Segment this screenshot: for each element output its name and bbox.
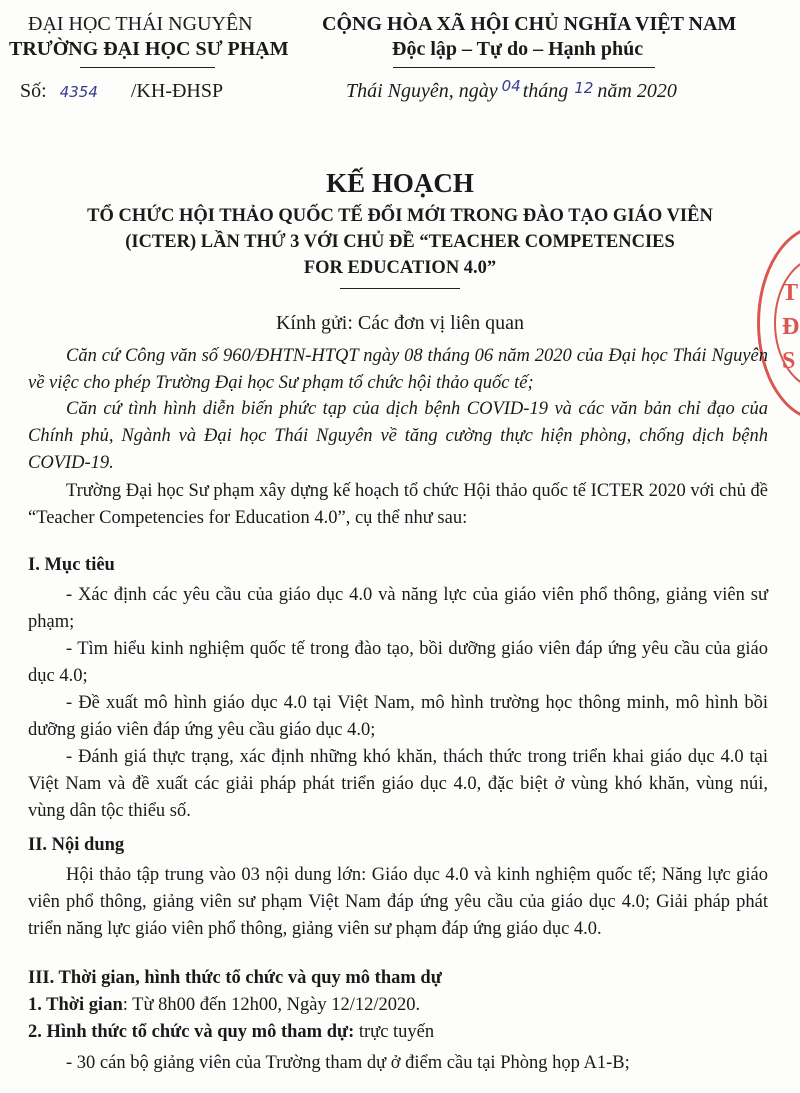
section-1-heading: I. Mục tiêu <box>28 555 115 575</box>
org-name: TRƯỜNG ĐẠI HỌC SƯ PHẠM <box>9 38 289 60</box>
motto-underline <box>393 67 655 68</box>
date-year: năm 2020 <box>597 80 677 102</box>
form-label: 2. Hình thức tổ chức và quy mô tham dự: <box>28 1022 355 1042</box>
org-parent: ĐẠI HỌC THÁI NGUYÊN <box>28 13 253 35</box>
recipient: Kính gửi: Các đơn vị liên quan <box>275 312 525 334</box>
country-name: CỘNG HÒA XÃ HỘI CHỦ NGHĨA VIỆT NAM <box>322 13 737 35</box>
basis-paragraph-1: Căn cứ Công văn số 960/ĐHTN-HTQT ngày 08 tháng 06 năm 2020 của Đại học Thái Nguyên về việc cho phép Trường Đại học Sư phạm tổ chức hội thảo quốc tế; <box>28 346 768 393</box>
time-value: : Từ 8h00 đến 12h00, Ngày 12/12/2020. <box>122 995 421 1015</box>
section-2-heading: II. Nội dung <box>28 835 125 855</box>
doc-subtitle-line-3: FOR EDUCATION 4.0” <box>303 258 497 278</box>
doc-number-handwritten: 4354 <box>59 83 98 101</box>
date-line <box>346 79 677 104</box>
section-3-heading: III. Thời gian, hình thức tổ chức và quy mô tham dự <box>28 968 442 988</box>
date-place: Thái Nguyên, ngày <box>346 80 498 102</box>
motto: Độc lập – Tự do – Hạnh phúc <box>392 38 644 60</box>
time-label: 1. Thời gian <box>28 995 123 1015</box>
basis-paragraph-2: Căn cứ tình hình diễn biến phức tạp của dịch bệnh COVID-19 và các văn bản chỉ đạo của Chính phủ, Ngành và Đại học Thái Nguyên về tăng cường thực hiện phòng, chống dịch bệnh COVID-19. <box>28 399 768 473</box>
content-paragraph: Hội thảo tập trung vào 03 nội dung lớn: Giáo dục 4.0 và kinh nghiệm quốc tế; Năng lực giáo viên phổ thông, giảng viên sư phạm Việt Nam đáp ứng yêu cầu của giáo dục 4.0; Giải pháp phát triển năng lực giáo viên phổ thông, giảng viên sư phạm đáp ứng giáo dục 4.0. <box>28 865 768 939</box>
form-value: trực tuyến <box>354 1022 435 1042</box>
date-month-label: tháng <box>522 80 569 102</box>
date-month: 12 <box>574 79 594 97</box>
objective-item-3: - Đề xuất mô hình giáo dục 4.0 tại Việt Nam, mô hình trường học thông minh, mô hình bồi dưỡng giáo viên đáp ứng yêu cầu giáo dục 4.0; <box>28 693 768 740</box>
time-line <box>28 995 420 1016</box>
objective-item-1: - Xác định các yêu cầu của giáo dục 4.0 và năng lực của giáo viên phổ thông, giảng viên sư phạm; <box>28 585 768 632</box>
doc-title: KẾ HOẠCH <box>326 168 474 198</box>
doc-number-suffix: /KH-ĐHSP <box>130 80 224 102</box>
doc-number-prefix: Số: <box>20 80 47 102</box>
doc-subtitle-line-2: (ICTER) LẦN THỨ 3 VỚI CHỦ ĐỀ “TEACHER COMPETENCIES <box>125 232 675 252</box>
doc-number <box>20 79 223 104</box>
form-line <box>28 1022 434 1043</box>
participants-item: - 30 cán bộ giảng viên của Trường tham dự ở điểm cầu tại Phòng họp A1-B; <box>66 1053 630 1073</box>
objective-item-4: - Đánh giá thực trạng, xác định những khó khăn, thách thức trong triển khai giáo dục 4.0 tại Việt Nam và đề xuất các giải pháp phát triển giáo dục 4.0, đặc biệt ở vùng khó khăn, vùng núi, vùng dân tộc thiểu số. <box>28 747 768 821</box>
doc-subtitle-line-1: TỔ CHỨC HỘI THẢO QUỐC TẾ ĐỔI MỚI TRONG ĐÀO TẠO GIÁO VIÊN <box>87 206 713 226</box>
intro-paragraph: Trường Đại học Sư phạm xây dựng kế hoạch tổ chức Hội thảo quốc tế ICTER 2020 với chủ đề “Teacher Competencies for Education 4.0”, cụ thể như sau: <box>28 481 768 528</box>
date-day: 04 <box>501 77 521 95</box>
org-underline <box>80 67 215 68</box>
stamp-text: T Đ S <box>782 280 800 374</box>
objective-item-2: - Tìm hiểu kinh nghiệm quốc tế trong đào tạo, bồi dưỡng giáo viên đáp ứng yêu cầu của giáo dục 4.0; <box>28 639 768 686</box>
title-underline <box>340 288 460 289</box>
